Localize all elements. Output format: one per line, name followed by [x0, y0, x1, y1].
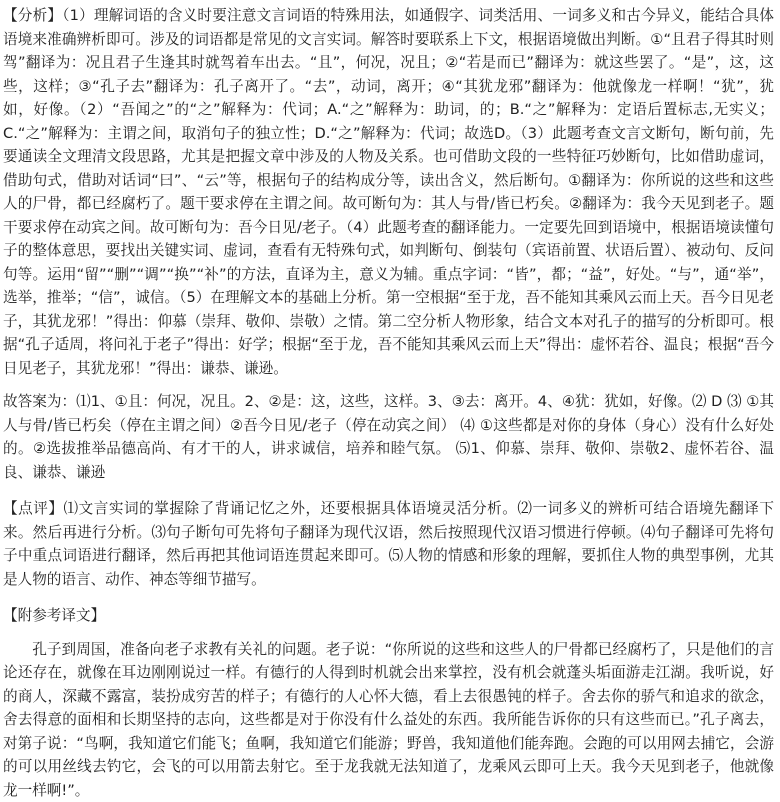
answer-section: 故答案为：⑴1、①且：何况，况且。2、②是：这，这些，这样。3、③去：离开。4、④犹：犹如，好像。⑵ D ⑶ ①其人与骨/皆已朽矣（停在主谓之间）②吾今日见/老子（停在动宾之间） ⑷ ①这些都是对你的身体（身心）没有什么好处的。②选拔推举品德高尚、有才干的人，讲求诚信，培养和睦气氛。 ⑸1、仰慕、崇拜、敬仰、崇敬2、虚怀若谷、温良、谦恭、谦逊: [3, 390, 774, 484]
translation-text: 孔子到周国，准备向老子求教有关礼的问题。老子说：“你所说的这些和这些人的尸骨都已经腐朽了，只是他们的言论还存在，就像在耳边刚刚说过一样。有德行的人得到时机就会出来掌控，没有机会就蓬头垢面游走江湖。我听说，好的商人，深藏不露富，装扮成穷苦的样子；有德行的人心怀大德，看上去很愚钝的样子。舍去你的骄气和追求的欲念，舍去得意的面相和长期坚持的志向，这些都是对于你没有什么益处的东西。我所能告诉你的只有这些而已。”孔子离去，对第子说：“鸟啊，我知道它们能飞；鱼啊，我知道它们能游；野兽，我知道他们能奔跑。会跑的可以用网去捕它，会游的可以用丝线去钓它，会飞的可以用箭去射它。至于龙我就无法知道了，龙乘风云即可上天。我今天见到老子，他就像龙一样啊!”。: [3, 638, 774, 802]
comment-label: 【点评】: [3, 500, 64, 517]
analysis-label: 【分析】: [3, 7, 62, 24]
spacer: [3, 484, 774, 497]
comment-text: ⑴文言实词的掌握除了背诵记忆之外，还要根据具体语境灵活分析。⑵一词多义的辨析可结合语境先翻译下来。然后再进行分析。⑶句子断句可先将句子翻译为现代汉语，然后按照现代汉语习惯进行停顿。⑷句子翻译可先将句子中重点词语进行翻译，然后再把其他词语连贯起来即可。⑸人物的情感和形象的理解，要抓住人物的典型事例，尤其是人物的语言、动作、神态等细节描写。: [3, 500, 774, 588]
spacer: [3, 380, 774, 390]
analysis-text: （1）理解词语的含义时要注意文言词语的特殊用法，如通假字、词类活用、一词多义和古今异义，能结合具体语境来准确辨析即可。涉及的词语都是常见的文言实词。解答时要联系上下文，根据语境做出判断。①“且君子得其时则驾”翻译为：况且君子生逢其时就驾着车出去。“且”，何况，况且；②“若是而已”翻译为：就这些罢了。“是”，这，这些，这样；③“孔子去”翻译为：孔子离开了。“去”，动词，离开；④“其犹龙邪”翻译为：他就像龙一样啊！“犹”，犹如，好像。（2）“吾闻之”的“之”解释为：代词；A.“之”解释为：助词，的；B.“之”解释为：定语后置标志,无实义；C.“之”解释为：主谓之间，取消句子的独立性；D.“之”解释为：代词；故选D。（3）此题考查文言文断句，断句前，先要通读全文理清文段思路，尤其是把握文章中涉及的人物及关系。也可借助文段的一些特征巧妙断句，比如借助虚词，借助句式，借助对话词“曰”、“云”等，根据句子的结构成分等，读出含义，然后断句。①翻译为：你所说的这些和这些人的尸骨，都已经腐朽了。题干要求停在主谓之间。故可断句为：其人与骨/皆已朽矣。②翻译为：我今天见到老子。题干要求停在动宾之间。故可断句为：吾今日见/老子。（4）此题考查的翻译能力。一定要先回到语境中，根据语境读懂句子的整体意思，要找出关键实词、虚词，查看有无特殊句式，如判断句、倒装句（宾语前置、状语后置）、被动句、反问句等。运用“留”“删”“调”“换”“补”的方法，直译为主，意义为辅。重点字词：“皆”，都；“益”，好处。“与”，通“举”，选举，推举；“信”，诚信。（5）在理解文本的基础上分析。第一空根据“至于龙，吾不能知其乘风云而上天。吾今日见老子，其犹龙邪！”得出：仰慕（崇拜、敬仰、崇敬）之情。第二空分析人物形象，结合文本对孔子的描写的分析即可。根据“孔子适周，将问礼于老子”得出：好学；根据“至于龙，吾不能知其乘风云而上天”得出：虚怀若谷、温良；根据“吾今日见老子，其犹龙邪！”得出：谦恭、谦逊。: [3, 7, 774, 377]
spacer: [3, 628, 774, 638]
comment-section: [3, 497, 774, 591]
analysis-section: [3, 4, 774, 380]
spacer: [3, 591, 774, 604]
translation-label: 【附参考译文】: [3, 604, 774, 628]
